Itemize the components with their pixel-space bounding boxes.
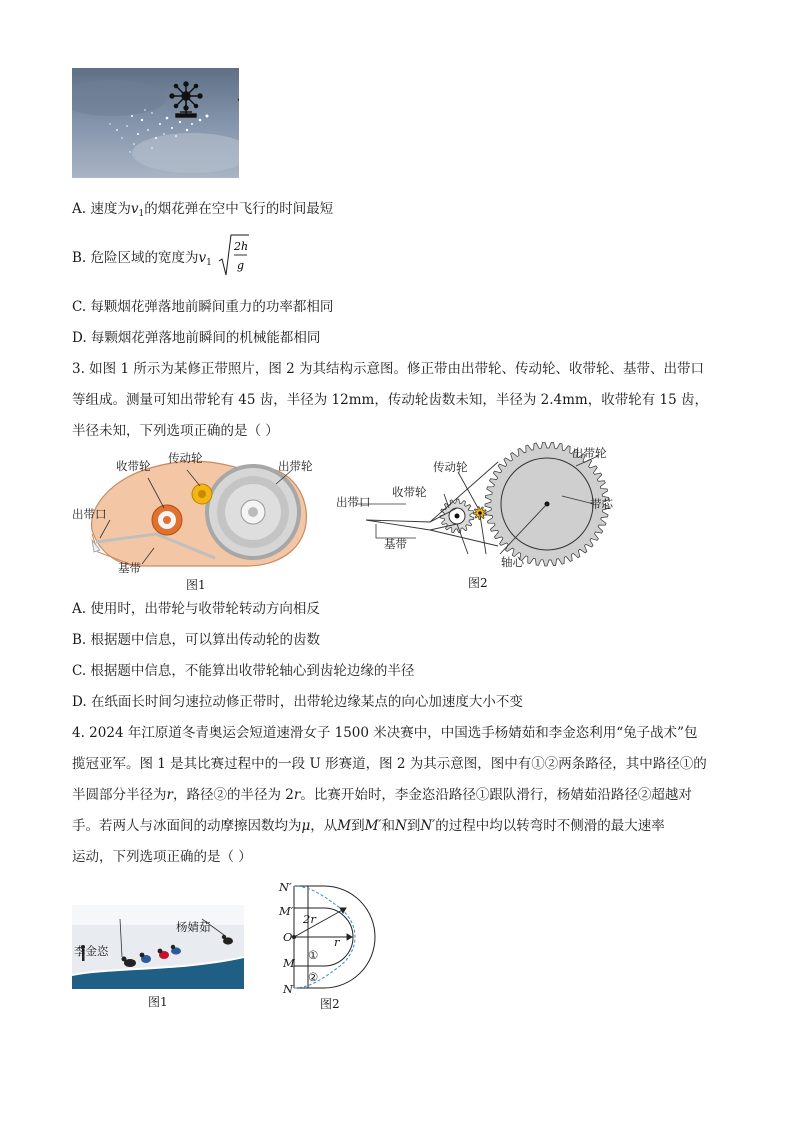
- drone-icon: [72, 68, 239, 178]
- fig2-label-drive: 传动轮: [433, 460, 468, 474]
- fig2-label-out-mouth: 出带口: [336, 495, 371, 509]
- q4-fig2-point-o: O: [283, 930, 293, 944]
- q4-figure1: [72, 905, 244, 1009]
- fig1-label-base: 基带: [118, 561, 141, 575]
- q3-stem-line1: 3. 如图 1 所示为某修正带照片，图 2 为其结构示意图。修正带由出带轮、传动轮、收带轮、基带、出带口: [72, 361, 705, 377]
- q3-option-b: B. 根据题中信息，可以算出传动轮的齿数: [72, 632, 321, 648]
- fig2-label-receive: 收带轮: [392, 485, 427, 499]
- q4-stem-line5: 运动，下列选项正确的是（ ）: [72, 849, 252, 865]
- fig2-label-axle: 轴心: [501, 555, 524, 569]
- fig2-label-out-wheel: 出带轮: [572, 446, 607, 460]
- q4-fig2-point-m: M: [283, 956, 295, 970]
- q2-option-c: C. 每颗烟花弹落地前瞬间重力的功率都相同: [72, 299, 334, 315]
- q4-figure2: [280, 878, 390, 1013]
- sqrt-denominator: g: [237, 259, 245, 272]
- q4-fig2-path2: ②: [308, 970, 319, 984]
- q4-fig2-path1: ①: [308, 948, 319, 962]
- q3-option-c: C. 根据题中信息，不能算出收带轮轴心到齿轮边缘的半径: [72, 663, 415, 679]
- q2-option-b: B. 危险区域的宽度为$v_1$: [72, 250, 212, 268]
- q4-fig1-caption: 图1: [148, 995, 168, 1009]
- q4-fig2-point-m-prime: M′: [279, 904, 294, 918]
- q4-fig2-point-n: N: [283, 982, 294, 996]
- q4-fig1-athlete-a: 杨婧茹: [176, 920, 211, 934]
- q4-stem-line3: 半圆部分半径为r，路径②的半径为 2r。比赛开始时，李金恣沿路径①跟队滑行，杨婧茹沿路径②超越对: [72, 787, 692, 803]
- q4-fig2-caption: 图2: [320, 997, 340, 1011]
- fig1-caption: 图1: [186, 578, 206, 592]
- q4-stem-line2: 揽冠亚军。图 1 是其比赛过程中的一段 U 形赛道，图 2 为其示意图，图中有①②两条路径，其中路径①的: [72, 756, 707, 772]
- q3-stem-line2: 等组成。测量可知出带轮有 45 齿，半径为 12mm，传动轮齿数未知，半径为 2.4mm，收带轮有 15 齿，: [72, 392, 708, 408]
- fig1-label-out-mouth: 出带口: [72, 507, 107, 521]
- fig2-label-base: 基带: [384, 537, 407, 551]
- fig1-label-drive: 传动轮: [168, 451, 203, 465]
- q4-fig1-athlete-b: 李金恣: [74, 944, 109, 958]
- q4-stem-line4: 手。若两人与冰面间的动摩擦因数均为μ，从M到M′和N到N′的过程中均以转弯时不侧滑的最大速率: [72, 818, 665, 834]
- sqrt-numerator: 2h: [234, 240, 249, 253]
- q2-option-d: D. 每颗烟花弹落地前瞬间的机械能都相同: [72, 330, 321, 346]
- gear-diagram: [336, 442, 636, 582]
- q3-figure2: [336, 442, 636, 594]
- q3-stem-line3: 半径未知，下列选项正确的是（ ）: [72, 423, 279, 439]
- q4-fig2-label-r: r: [334, 935, 340, 949]
- drone-fireworks-photo: [72, 68, 239, 178]
- q4-fig2-point-n-prime: N′: [279, 880, 292, 894]
- q4-stem-line1: 4. 2024 年江原道冬青奥运会短道速滑女子 1500 米决赛中，中国选手杨婧茹和李金恣利用“兔子战术”包: [72, 725, 698, 741]
- fig1-label-receive: 收带轮: [116, 459, 151, 473]
- q3-figure1: [70, 448, 320, 593]
- q3-option-d: D. 在纸面长时间匀速拉动修正带时，出带轮边缘某点的向心加速度大小不变: [72, 694, 523, 710]
- fig2-label-core: 带芯: [590, 497, 613, 511]
- fig1-label-out-wheel: 出带轮: [278, 459, 313, 473]
- q3-option-a: A. 使用时，出带轮与收带轮转动方向相反: [72, 601, 320, 617]
- sqrt-fraction: [218, 233, 250, 279]
- q4-fig2-label-2r: 2r: [303, 912, 316, 926]
- fig2-caption: 图2: [468, 576, 488, 590]
- q2-option-a: A. 速度为$v_1$的烟花弹在空中飞行的时间最短: [72, 201, 334, 219]
